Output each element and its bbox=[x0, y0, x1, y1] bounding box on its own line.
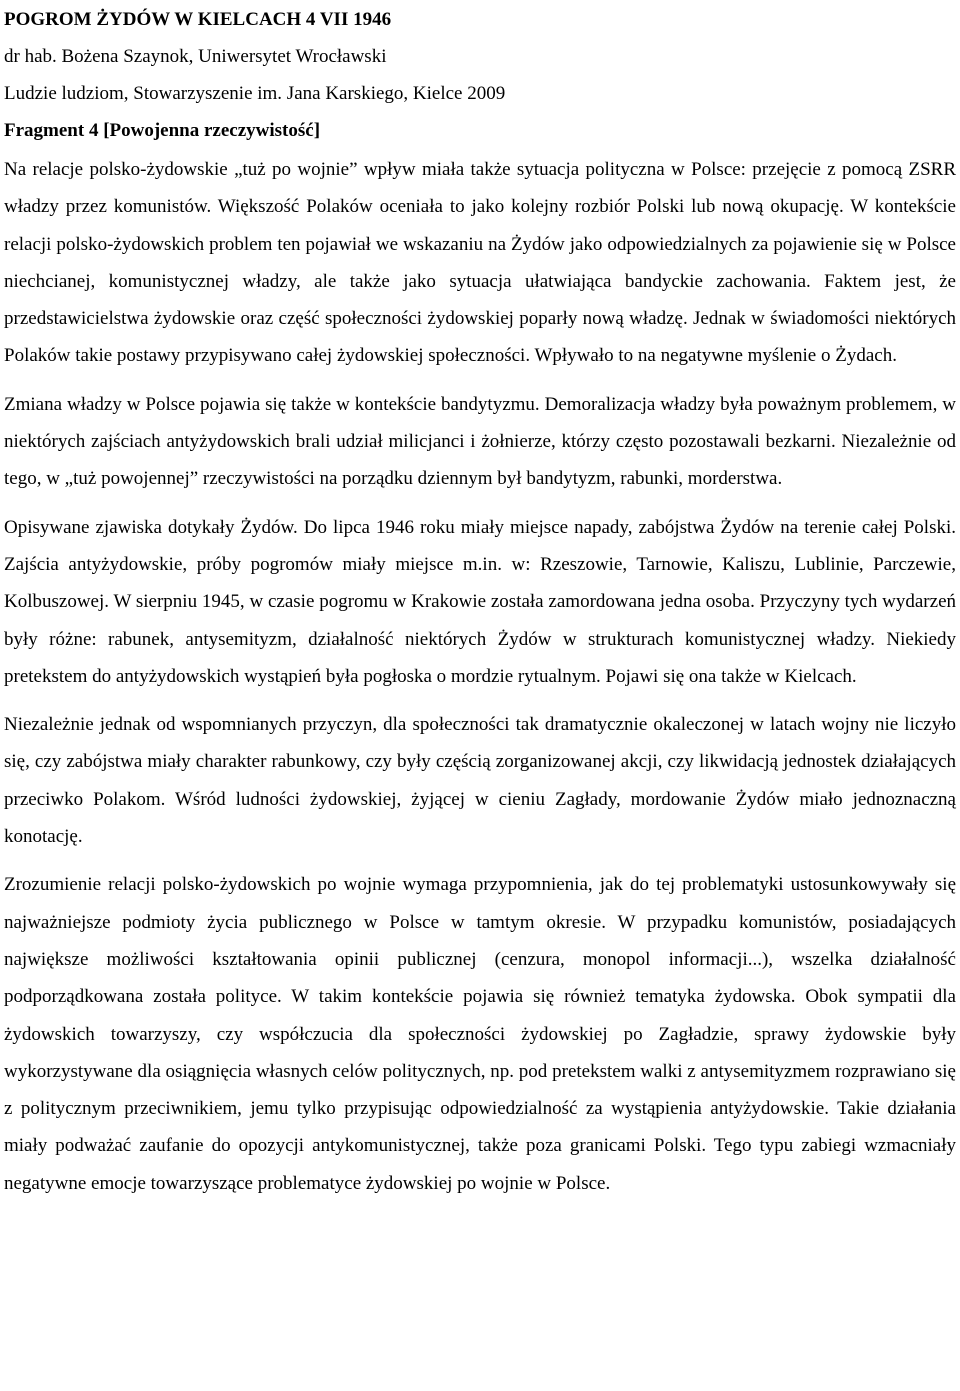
document-title: POGROM ŻYDÓW W KIELCACH 4 VII 1946 bbox=[4, 9, 392, 30]
document-header bbox=[4, 1, 956, 149]
paragraph-1: Na relacje polsko-żydowskie „tuż po wojnie” wpływ miała także sytuacja polityczna w Polsce: przejęcie z pomocą ZSRR władzy przez komunistów. Większość Polaków oceniała to jako kolejny rozbiór Polski lub nową okupację. W kontekście relacji polsko-żydowskich problem ten pojawiał we wskazaniu na Żydów jako odpowiedzialnych za pojawienie się w Polsce niechcianej, komunistycznej władzy, ale także jako sytuacja ułatwiająca bandyckie zachowania. Faktem jest, że przedstawicielstwa żydowskie oraz część społeczności żydowskiej poparły nową władzę. Jednak w świadomości niektórych Polaków takie postawy przypisywano całej żydowskiej społeczności. Wpływało to na negatywne myślenie o Żydach. bbox=[4, 159, 956, 367]
paragraph-5: Zrozumienie relacji polsko-żydowskich po wojnie wymaga przypomnienia, jak do tej problematyki ustosunkowywały się najważniejsze podmioty życia publicznego w Polsce w tamtym okresie. W przypadku komunistów, posiadających największe możliwości kształtowania opinii publicznej (cenzura, monopol informacji...), wszelka działalność podporządkowana została polityce. W takim kontekście pojawia się również tematyka żydowska. Obok sympatii dla żydowskich towarzyszy, czy współczucia dla społeczności żydowskiej po Zagładzie, sprawy żydowskie były wykorzystywane dla osiągnięcia własnych celów politycznych, np. pod pretekstem walki z antysemityzmem rozprawiano się z politycznym przeciwnikiem, jemu tylko przypisując odpowiedzialność za wystąpienia antyżydowskie. Takie działania miały podważać zaufanie do opozycji antykomunistycznej, także poza granicami Polski. Tego typu zabiegi wzmacniały negatywne emocje towarzyszące problematyce żydowskiej po wojnie w Polsce. bbox=[4, 874, 956, 1194]
source-line: Ludzie ludziom, Stowarzyszenie im. Jana Karskiego, Kielce 2009 bbox=[4, 83, 506, 104]
paragraph-4: Niezależnie jednak od wspomnianych przyczyn, dla społeczności tak dramatycznie okaleczonej w latach wojny nie liczyło się, czy zabójstwa miały charakter rabunkowy, czy były częścią zorganizowanej akcji, czy likwidacją jednostek działających przeciwko Polakom. Wśród ludności żydowskiej, żyjącej w cieniu Zagłady, mordowanie Żydów miało jednoznaczną konotację. bbox=[4, 714, 956, 848]
author-line: dr hab. Bożena Szaynok, Uniwersytet Wrocławski bbox=[4, 46, 387, 67]
paragraph-3: Opisywane zjawiska dotykały Żydów. Do lipca 1946 roku miały miejsce napady, zabójstwa Żydów na terenie całej Polski. Zajścia antyżydowskie, próby pogromów miały miejsce m.in. w: Rzeszowie, Tarnowie, Kaliszu, Lublinie, Parczewie, Kolbuszowej. W sierpniu 1945, w czasie pogromu w Krakowie została zamordowana jedna osoba. Przyczyny tych wydarzeń były różne: rabunek, antysemityzm, działalność niektórych Żydów w strukturach komunistycznej władzy. Niekiedy pretekstem do antyżydowskich wystąpień była pogłoska o mordzie rytualnym. Pojawi się ona także w Kielcach. bbox=[4, 516, 956, 687]
fragment-heading: Fragment 4 [Powojenna rzeczywistość] bbox=[4, 120, 321, 141]
paragraph-2: Zmiana władzy w Polsce pojawia się także w kontekście bandytyzmu. Demoralizacja władzy była poważnym problemem, w niektórych zajściach antyżydowskich brali udział milicjanci i żołnierze, którzy często pozostawali bezkarni. Niezależnie od tego, w „tuż powojennej” rzeczywistości na porządku dziennym był bandytyzm, rabunki, morderstwa. bbox=[4, 393, 956, 490]
